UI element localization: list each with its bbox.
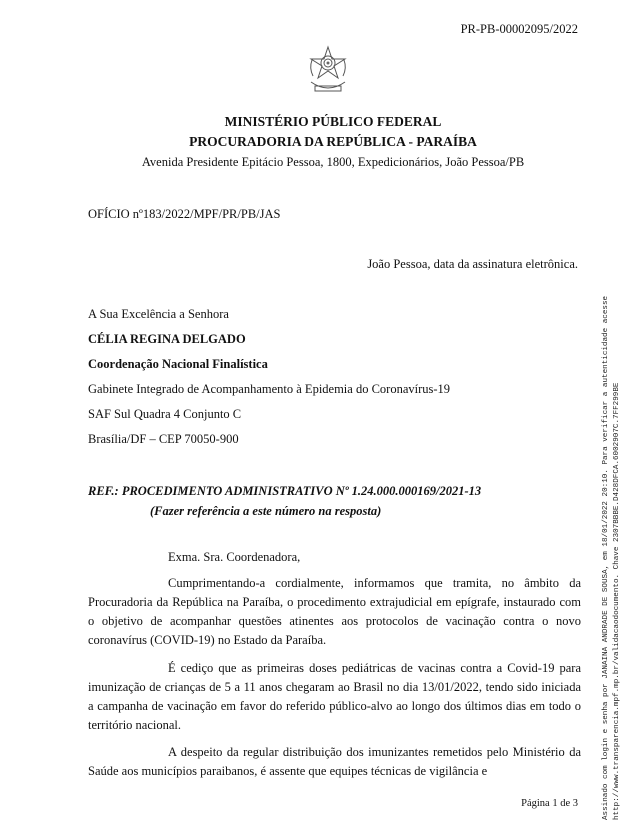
page-number: Página 1 de 3 <box>521 798 578 809</box>
signature-stamp-url: http://www.transparencia.mpf.mp.br/validacaodocumento. Chave 2307BBBE.D428DFCA.6002907C.7FF299BE <box>613 382 621 820</box>
oficio-number: OFÍCIO nº183/2022/MPF/PR/PB/JAS <box>88 207 281 221</box>
recipient-city: Brasília/DF – CEP 70050-900 <box>88 432 239 446</box>
institution-title: MINISTÉRIO PÚBLICO FEDERAL <box>224 114 442 129</box>
recipient-street: SAF Sul Quadra 4 Conjunto C <box>88 407 242 421</box>
greeting: Exma. Sra. Coordenadora, <box>168 550 301 564</box>
place-date: João Pessoa, data da assinatura eletrônica. <box>367 257 578 271</box>
signature-stamp-line: Assinado com login e senha por JANAINA ANDRADE DE SOUSA, em 18/01/2022 20:10. Para verificar a autenticidade acesse <box>602 295 610 820</box>
recipient-office: Gabinete Integrado de Acompanhamento à Epidemia do Coronavírus-19 <box>88 382 451 396</box>
coat-of-arms-seal <box>303 44 353 98</box>
body-paragraph: Cumprimentando-a cordialmente, informamos que tramita, no âmbito da Procuradoria da República na Paraíba, o procedimento extrajudicial em epígrafe, instaurado com o objetivo de acompanhar questões atinentes aos protocolos de vacinação contra o novo coronavírus (COVID-19) no Estado da Paraíba. <box>88 576 581 647</box>
institution-address: Avenida Presidente Epitácio Pessoa, 1800, Expedicionários, João Pessoa/PB <box>141 155 525 169</box>
recipient-name: CÉLIA REGINA DELGADO <box>88 332 246 346</box>
institution-subtitle: PROCURADORIA DA REPÚBLICA - PARAÍBA <box>189 134 477 149</box>
document-id: PR-PB-00002095/2022 <box>460 22 578 36</box>
reference-note: (Fazer referência a este número na resposta) <box>150 504 382 518</box>
recipient-salutation: A Sua Excelência a Senhora <box>88 307 229 321</box>
electronic-signature-stamp <box>601 190 623 820</box>
reference-line: REF.: PROCEDIMENTO ADMINISTRATIVO Nº 1.24.000.000169/2021-13 <box>88 484 482 498</box>
recipient-role: Coordenação Nacional Finalística <box>88 357 268 371</box>
body-paragraph: A despeito da regular distribuição dos imunizantes remetidos pelo Ministério da Saúde aos municípios paraibanos, é assente que equipes técnicas de vigilância e <box>88 745 581 778</box>
body-paragraph: É cediço que as primeiras doses pediátricas de vacinas contra a Covid-19 para imunização de crianças de 5 a 11 anos chegaram ao Brasil no dia 13/01/2022, tendo sido iniciada a campanha de vacinação em favor do referido público-alvo ao longo dos últimos dias em todo o território nacional. <box>88 661 581 732</box>
